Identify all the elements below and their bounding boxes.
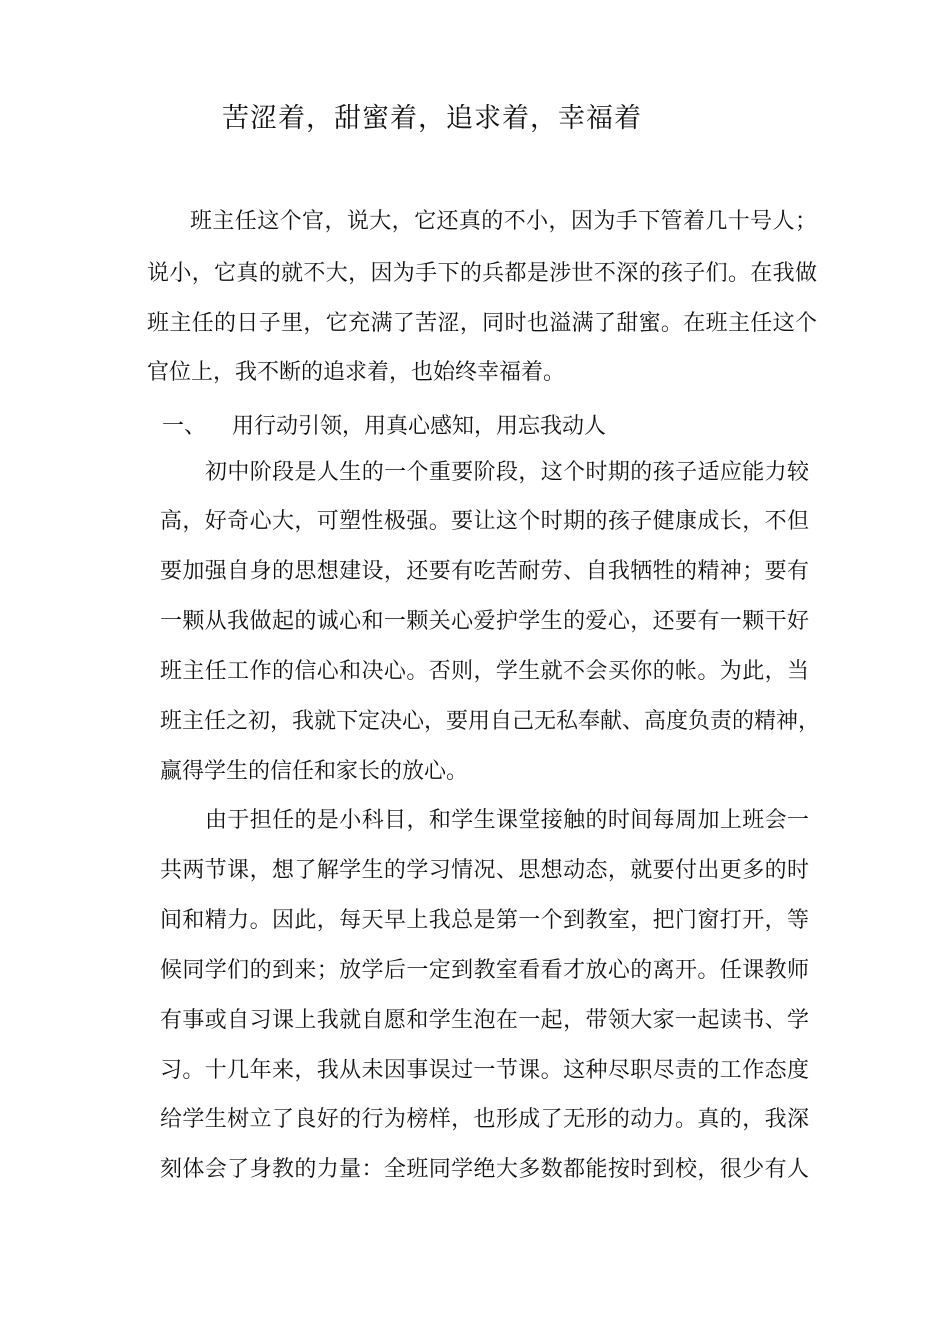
paragraph-line: 间和精力。因此，每天早上我总是第一个到教室，把门窗打开，等: [160, 908, 809, 933]
paragraph-line: 初中阶段是人生的一个重要阶段，这个时期的孩子适应能力较: [205, 460, 809, 485]
paragraph-line: 习。十几年来，我从未因事误过一节课。这种尽职尽责的工作态度: [160, 1058, 809, 1083]
paragraph-line: 一颗从我做起的诚心和一颗关心爱护学生的爱心，还要有一颗干好: [160, 609, 809, 634]
document-title: 苦涩着，甜蜜着，追求着，幸福着: [222, 103, 642, 134]
paragraph-line: 候同学们的到来；放学后一定到教室看看才放心的离开。任课教师: [160, 958, 809, 983]
paragraph-line: 刻体会了身教的力量：全班同学绝大多数都能按时到校，很少有人: [160, 1157, 809, 1182]
paragraph-line: 给学生树立了良好的行为榜样，也形成了无形的动力。真的，我深: [160, 1107, 809, 1132]
section-heading: 用行动引领，用真心感知，用忘我动人: [232, 414, 607, 439]
paragraph-line: 说小，它真的就不大，因为手下的兵都是涉世不深的孩子们。在我做: [147, 261, 817, 286]
section-number: 一、: [162, 414, 207, 439]
paragraph-line: 有事或自习课上我就自愿和学生泡在一起，带领大家一起读书、学: [160, 1008, 809, 1033]
paragraph-line: 班主任之初，我就下定决心，要用自己无私奉献、高度负责的精神，: [160, 709, 821, 734]
paragraph-line: 班主任这个官，说大，它还真的不小，因为手下管着几十号人；: [190, 209, 817, 234]
paragraph-line: 由于担任的是小科目，和学生课堂接触的时间每周加上班会一: [205, 808, 809, 833]
paragraph-line: 共两节课，想了解学生的学习情况、思想动态，就要付出更多的时: [160, 858, 809, 883]
paragraph-line: 赢得学生的信任和家长的放心。: [160, 759, 469, 784]
paragraph-line: 班主任的日子里，它充满了苦涩，同时也溢满了甜蜜。在班主任这个: [147, 311, 817, 336]
paragraph-line: 官位上，我不断的追求着，也始终幸福着。: [147, 360, 566, 385]
paragraph-line: 高，好奇心大，可塑性极强。要让这个时期的孩子健康成长，不但: [160, 509, 809, 534]
paragraph-line: 班主任工作的信心和决心。否则，学生就不会买你的帐。为此，当: [160, 659, 809, 684]
paragraph-line: 要加强自身的思想建设，还要有吃苦耐劳、自我牺牲的精神；要有: [160, 559, 809, 584]
